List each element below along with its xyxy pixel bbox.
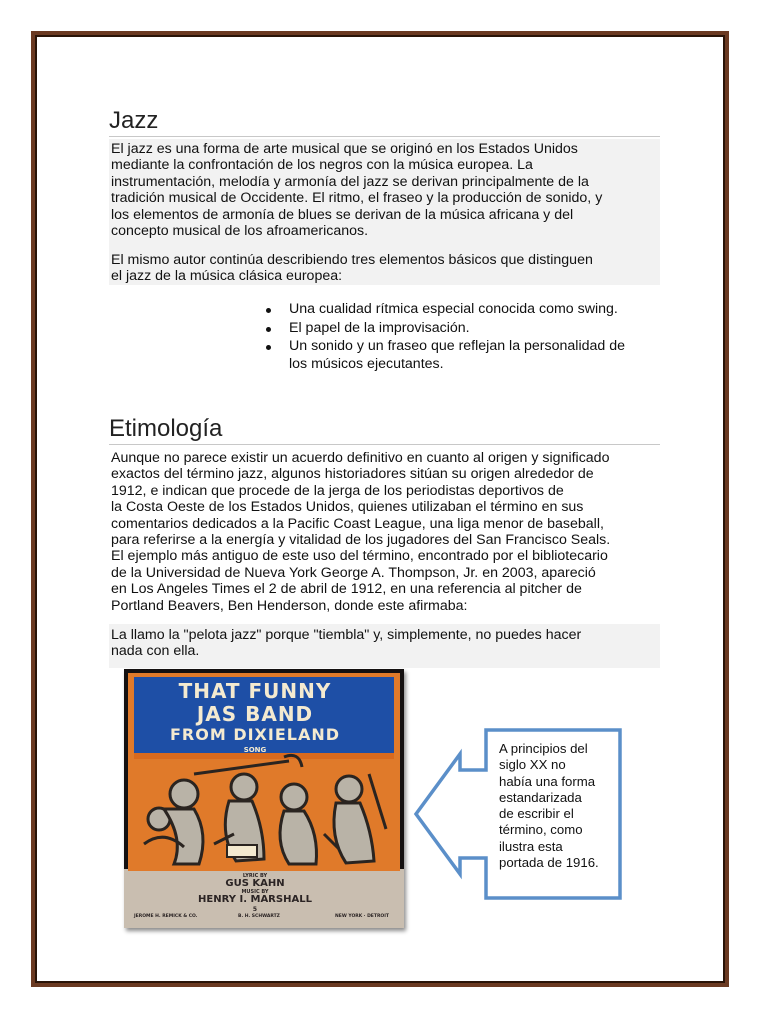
text-line: estandarizada [499,789,582,805]
text-line: El mismo autor continúa describiendo tres elementos básicos que distinguen [111,252,593,268]
elements-list [265,301,665,374]
poster-composer: HENRY I. MARSHALL [198,894,312,905]
bullet-icon [266,327,271,332]
text-line: La llamo la "pelota jazz" porque "tiembla" y, simplemente, no puedes hacer [111,627,582,643]
poster-title-line: THAT FUNNY [178,679,332,703]
list-item-text: los músicos ejecutantes. [289,355,444,372]
text-line: A principios del [499,741,588,756]
text-line: había una forma [499,773,596,789]
text-line: la Costa Oeste de los Estados Unidos, quienes utilizaban el término en sus [111,499,584,516]
text-line: exactos del término jazz, algunos historiadores sitúan su origen alrededor de [111,466,594,483]
bullet-icon [266,345,271,350]
poster-publisher-mid: B. H. SCHWARTZ [238,914,280,919]
bullet-icon [266,308,271,313]
poster-title-line: JAS BAND [196,702,314,726]
poster-publisher-left: JEROME H. REMICK & CO. [134,914,198,919]
list-item-text: El papel de la improvisación. [289,319,470,336]
jazz-paragraph-2 [111,252,656,285]
poster-lyric-by: LYRIC BY [242,873,268,879]
list-item [265,301,665,319]
text-line: de la Universidad de Nueva York George A. Thompson, Jr. en 2003, apareció [111,564,596,581]
text-line: Portland Beavers, Ben Henderson, donde este afirmaba: [111,597,468,614]
list-item [265,338,665,373]
text-line: el jazz de la música clásica europea: [111,268,343,285]
poster-title-line: FROM DIXIELAND [169,725,341,744]
text-line: concepto musical de los afroamericanos. [111,223,369,240]
poster-music-by: MUSIC BY [241,889,269,895]
poster-song-label: SONG [243,746,267,754]
text-line: tradición musical de Occidente. El ritmo, el fraseo y la producción de sonido, y [111,190,603,207]
text-line: ilustra esta [499,838,563,854]
text-line: Aunque no parece existir un acuerdo definitivo en cuanto al origen y significado [111,450,610,466]
poster-publisher-right: NEW YORK · DETROIT [334,914,389,919]
poster-number: 5 [252,906,258,913]
text-line: para referirse a la energía y vitalidad de los jugadores del San Francisco Seals. [111,532,611,549]
callout-text [499,741,609,871]
text-line: El jazz es una forma de arte musical que se originó en los Estados Unidos [111,141,578,157]
jazz-paragraph-1 [111,141,656,239]
text-line: nada con ella. [111,643,200,660]
text-line: los elementos de armonía de blues se derivan de la música africana y del [111,206,574,223]
text-line: 1912, e indican que procede de la jerga de los periodistas deportivos de [111,482,564,499]
list-item-text: Una cualidad rítmica especial conocida como swing. [289,301,618,317]
etimologia-paragraph [111,450,656,614]
text-line: mediante la confrontación de los negros con la música europea. La [111,157,533,174]
text-line: portada de 1916. [499,855,599,871]
quote-paragraph [111,627,656,660]
text-line: siglo XX no [499,757,566,773]
poster-lyricist: GUS KAHN [225,878,285,889]
text-line: de escribir el [499,806,574,822]
list-item-text: Un sonido y un fraseo que reflejan la personalidad de [289,338,625,355]
text-line: en Los Angeles Times el 2 de abril de 1912, en una referencia al pitcher de [111,581,582,598]
text-line: instrumentación, melodía y armonía del jazz se derivan principalmente de la [111,173,589,190]
heading-jazz: Jazz [109,108,660,137]
sheet-music-cover-image [124,669,404,928]
text-line: término, como [499,822,583,838]
heading-etimologia: Etimología [109,416,660,445]
list-item [265,320,665,338]
text-line: El ejemplo más antiguo de este uso del término, encontrado por el bibliotecario [111,548,608,565]
text-line: comentarios dedicados a la Pacific Coast League, una liga menor de baseball, [111,515,604,532]
